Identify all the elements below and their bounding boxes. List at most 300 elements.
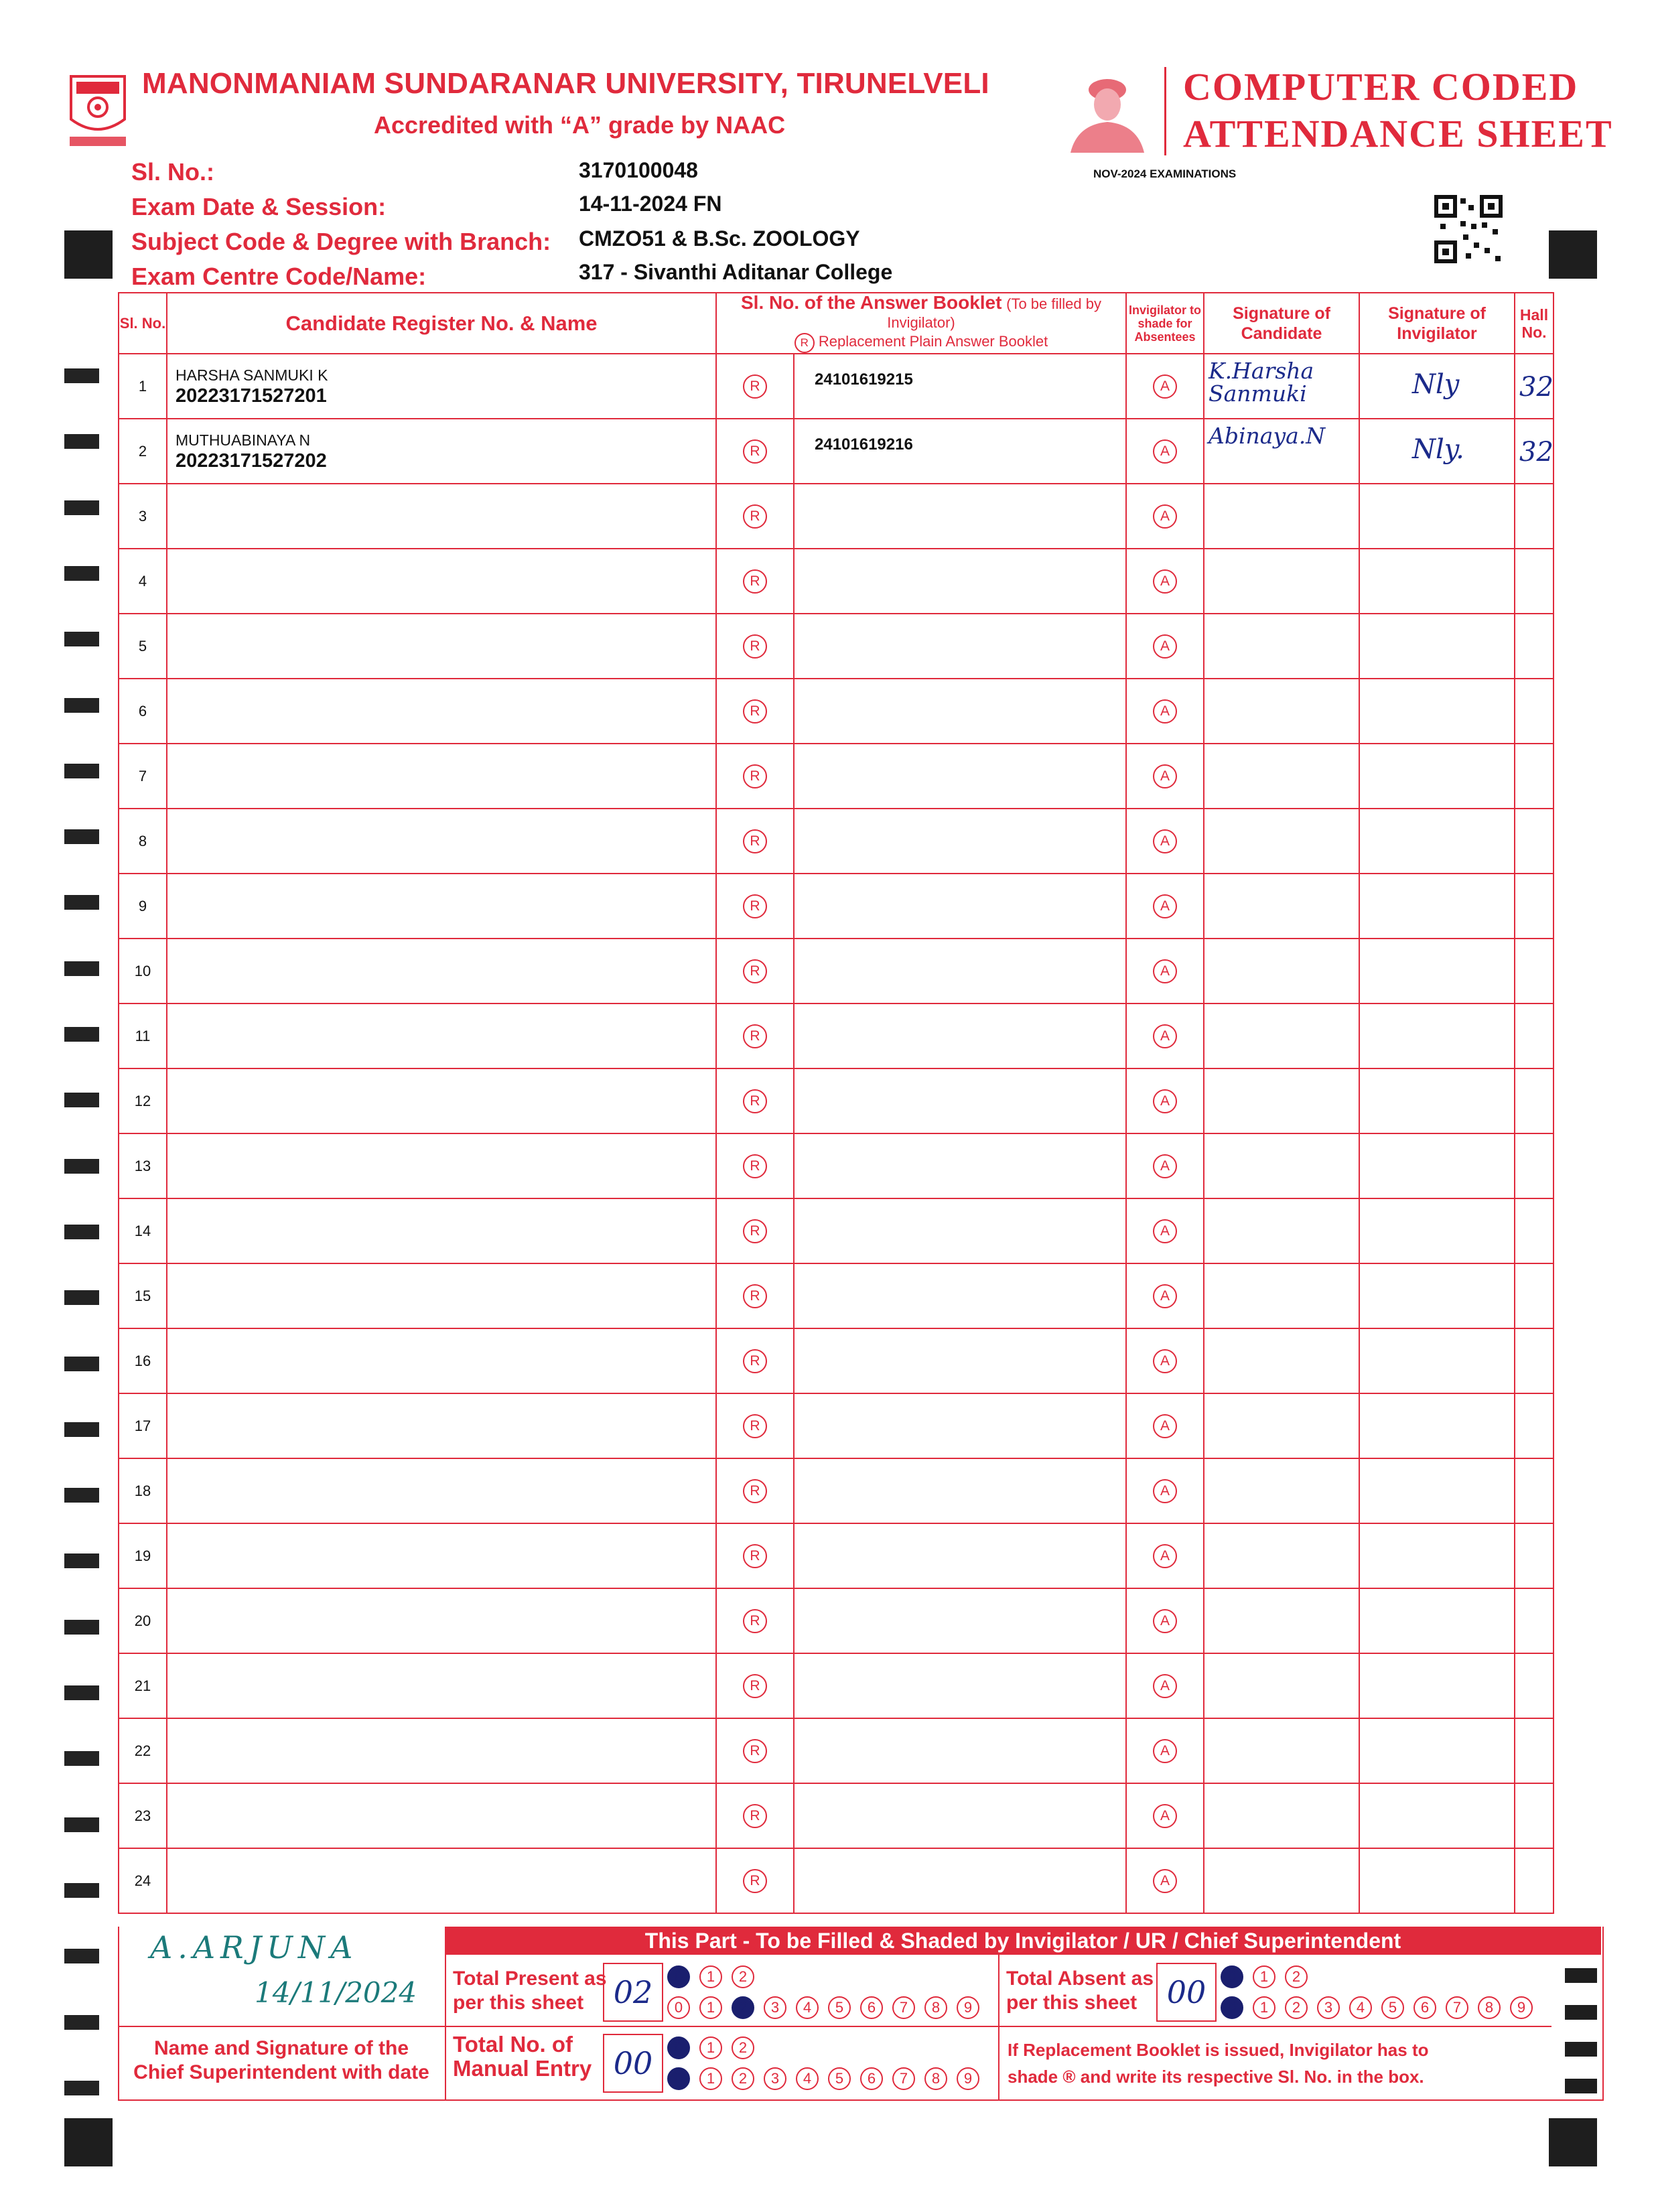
table-row: [119, 1198, 1554, 1263]
digit-bubble[interactable]: 5: [828, 1996, 851, 2019]
candidate-cell: [167, 1653, 716, 1718]
timing-mark: [64, 698, 99, 713]
row-sl-no: 3: [119, 484, 167, 549]
replacement-bubble[interactable]: R: [743, 1024, 767, 1048]
hall-cell: [1515, 1328, 1554, 1393]
row-sl-no: 12: [119, 1068, 167, 1133]
row-sl-no: 2: [119, 419, 167, 484]
col-sig-candidate: Signature of Candidate: [1204, 293, 1359, 354]
absent-cell: [1126, 419, 1204, 484]
replacement-cell: [716, 1523, 794, 1588]
registration-mark: [1549, 2118, 1597, 2166]
invigilator-signature-cell: [1359, 1393, 1515, 1458]
replacement-cell: [716, 809, 794, 874]
hall-cell: [1515, 744, 1554, 809]
candidate-signature-cell: [1204, 744, 1359, 809]
digit-bubble[interactable]: 5: [1381, 1996, 1404, 2019]
table-row: [119, 419, 1554, 484]
invigilator-signature-cell: [1359, 1068, 1515, 1133]
candidate-cell: [167, 874, 716, 939]
replacement-bubble[interactable]: R: [743, 1674, 767, 1698]
table-row: [119, 484, 1554, 549]
candidate-signature-cell: [1204, 1004, 1359, 1068]
absent-bubble[interactable]: A: [1153, 374, 1177, 399]
candidate-cell: [167, 679, 716, 744]
absent-bubble[interactable]: A: [1153, 764, 1177, 788]
replacement-bubble[interactable]: R: [743, 1089, 767, 1113]
candidate-signature-cell: [1204, 1198, 1359, 1263]
replacement-cell: [716, 614, 794, 679]
absent-bubble[interactable]: A: [1153, 1154, 1177, 1178]
absent-bubble[interactable]: A: [1153, 1414, 1177, 1438]
invigilator-signature-cell: [1359, 679, 1515, 744]
absent-bubble[interactable]: A: [1153, 699, 1177, 723]
hall-cell: [1515, 354, 1554, 419]
absent-cell: [1126, 1133, 1204, 1198]
timing-mark: [64, 1159, 99, 1174]
replacement-bubble[interactable]: R: [743, 1609, 767, 1633]
absent-cell: [1126, 1458, 1204, 1523]
digit-bubble[interactable]: 2: [732, 2036, 754, 2059]
digit-bubble[interactable]: 0: [667, 2067, 690, 2090]
row-sl-no: 8: [119, 809, 167, 874]
digit-bubble[interactable]: 8: [1478, 1996, 1501, 2019]
row-sl-no: 11: [119, 1004, 167, 1068]
absent-bubble[interactable]: A: [1153, 1869, 1177, 1893]
table-row: [119, 1718, 1554, 1783]
candidate-signature-cell: [1204, 1588, 1359, 1653]
absent-cell: [1126, 1004, 1204, 1068]
table-row: [119, 1133, 1554, 1198]
digit-bubble[interactable]: 3: [764, 1996, 786, 2019]
candidate-name: MUTHUABINAYA N: [176, 431, 311, 449]
replacement-cell: [716, 1004, 794, 1068]
digit-bubble[interactable]: 0: [667, 1996, 690, 2019]
replacement-bubble[interactable]: R: [743, 959, 767, 983]
candidate-signature: Abinaya.N: [1209, 423, 1326, 449]
row-sl-no: 9: [119, 874, 167, 939]
candidate-signature-cell: [1204, 809, 1359, 874]
university-logo: [66, 72, 130, 151]
absent-bubble[interactable]: A: [1153, 1544, 1177, 1568]
hall-cell: [1515, 939, 1554, 1004]
table-row: [119, 1068, 1554, 1133]
invigilator-signature-cell: [1359, 614, 1515, 679]
replacement-bubble[interactable]: R: [743, 1544, 767, 1568]
absent-cell: [1126, 1263, 1204, 1328]
replacement-cell: [716, 549, 794, 614]
absent-cell: [1126, 679, 1204, 744]
candidate-cell: [167, 1198, 716, 1263]
invigilator-signature-cell: [1359, 419, 1515, 484]
digit-bubble[interactable]: 1: [699, 2067, 722, 2090]
candidate-cell: [167, 614, 716, 679]
register-number: 20223171527201: [176, 385, 327, 407]
invigilator-signature-cell: [1359, 484, 1515, 549]
timing-mark: [64, 1817, 99, 1832]
invigilator-signature-cell: [1359, 1848, 1515, 1913]
row-sl-no: 10: [119, 939, 167, 1004]
replacement-bubble[interactable]: R: [743, 764, 767, 788]
absent-bubble[interactable]: A: [1153, 894, 1177, 918]
chief-sign-date: 14/11/2024: [255, 1976, 417, 2009]
sheet-title: ATTENDANCE SHEET: [1183, 112, 1613, 155]
replacement-bubble[interactable]: R: [743, 1804, 767, 1828]
digit-bubble[interactable]: 7: [1446, 1996, 1468, 2019]
booklet-cell: [794, 939, 1126, 1004]
replacement-bubble[interactable]: R: [743, 1219, 767, 1243]
timing-mark: [64, 764, 99, 778]
booklet-cell: [794, 1523, 1126, 1588]
replacement-bubble[interactable]: R: [743, 1349, 767, 1373]
row-sl-no: 4: [119, 549, 167, 614]
absent-bubble[interactable]: A: [1153, 634, 1177, 659]
exam-date-value: 14-11-2024 FN: [579, 192, 722, 216]
manual-label: Total No. of Manual Entry: [453, 2032, 592, 2081]
candidate-signature-cell: [1204, 1068, 1359, 1133]
digit-bubble[interactable]: 0: [1221, 1996, 1243, 2019]
invigilator-signature-cell: [1359, 1263, 1515, 1328]
table-row: [119, 1653, 1554, 1718]
invigilator-signature-cell: [1359, 1458, 1515, 1523]
replacement-cell: [716, 1393, 794, 1458]
replacement-bubble[interactable]: R: [743, 504, 767, 529]
candidate-cell: [167, 1133, 716, 1198]
replacement-cell: [716, 1458, 794, 1523]
row-sl-no: 15: [119, 1263, 167, 1328]
hall-number: 32: [1519, 437, 1554, 468]
timing-mark: [64, 1027, 99, 1042]
col-booklet-title: Sl. No. of the Answer Booklet: [741, 292, 1002, 313]
university-name: MANONMANIAM SUNDARANAR UNIVERSITY, TIRUNELVELI: [142, 67, 989, 100]
digit-bubble[interactable]: 8: [924, 1996, 947, 2019]
candidate-cell: [167, 1328, 716, 1393]
digit-bubble[interactable]: 4: [1349, 1996, 1372, 2019]
digit-bubble[interactable]: 2: [1285, 1965, 1308, 1988]
accreditation: Accredited with “A” grade by NAAC: [374, 111, 786, 139]
replacement-bubble[interactable]: R: [743, 829, 767, 853]
candidate-signature-cell: [1204, 1458, 1359, 1523]
replacement-cell: [716, 1263, 794, 1328]
timing-mark: [64, 632, 99, 646]
candidate-signature-cell: [1204, 1653, 1359, 1718]
booklet-cell: [794, 1848, 1126, 1913]
booklet-cell: [794, 1393, 1126, 1458]
digit-bubble[interactable]: 1: [699, 1965, 722, 1988]
invigilator-signature-cell: [1359, 939, 1515, 1004]
chief-label: Name and Signature of the Chief Superintendent with date: [133, 2037, 429, 2083]
invigilator-signature-cell: [1359, 1783, 1515, 1848]
absent-bubble[interactable]: A: [1153, 569, 1177, 594]
replacement-symbol: R: [795, 333, 815, 353]
booklet-cell: [794, 679, 1126, 744]
table-row: [119, 809, 1554, 874]
replacement-bubble[interactable]: R: [743, 699, 767, 723]
replacement-bubble[interactable]: R: [743, 569, 767, 594]
absent-bubble[interactable]: A: [1153, 439, 1177, 464]
table-row: [119, 1523, 1554, 1588]
col-booklet-note: (To be filled by Invigilator): [887, 295, 1101, 331]
timing-mark: [64, 1488, 99, 1503]
hall-number: 32: [1519, 372, 1554, 403]
invigilator-signature-cell: [1359, 354, 1515, 419]
digit-bubble[interactable]: 1: [699, 1996, 722, 2019]
candidate-cell: [167, 484, 716, 549]
candidate-signature-cell: [1204, 1328, 1359, 1393]
booklet-cell: [794, 1588, 1126, 1653]
timing-mark: [64, 1883, 99, 1898]
row-sl-no: 24: [119, 1848, 167, 1913]
replacement-bubble[interactable]: R: [743, 1154, 767, 1178]
candidate-signature-cell: [1204, 614, 1359, 679]
absent-bubble[interactable]: A: [1153, 1219, 1177, 1243]
replacement-bubble[interactable]: R: [743, 1869, 767, 1893]
invigilator-signature-cell: [1359, 1523, 1515, 1588]
row-sl-no: 6: [119, 679, 167, 744]
digit-bubble[interactable]: 1: [1253, 1965, 1275, 1988]
digit-bubble[interactable]: 4: [796, 1996, 819, 2019]
invigilator-signature-cell: [1359, 549, 1515, 614]
exam-session-tag: NOV-2024 EXAMINATIONS: [1093, 167, 1237, 180]
timing-mark: [64, 961, 99, 976]
register-number: 20223171527202: [176, 450, 327, 472]
absent-cell: [1126, 484, 1204, 549]
hall-cell: [1515, 1004, 1554, 1068]
invigilator-signature-cell: [1359, 1133, 1515, 1198]
digit-bubble[interactable]: 2: [732, 2067, 754, 2090]
replacement-bubble[interactable]: R: [743, 1479, 767, 1503]
absent-bubble[interactable]: A: [1153, 1089, 1177, 1113]
candidate-cell: [167, 1783, 716, 1848]
timing-mark: [64, 566, 99, 581]
hall-cell: [1515, 614, 1554, 679]
candidate-signature-cell: [1204, 939, 1359, 1004]
absent-bubble[interactable]: A: [1153, 1284, 1177, 1308]
hall-cell: [1515, 1458, 1554, 1523]
absent-cell: [1126, 1523, 1204, 1588]
replacement-bubble[interactable]: R: [743, 894, 767, 918]
digit-bubble[interactable]: 6: [860, 1996, 883, 2019]
replacement-cell: [716, 354, 794, 419]
absent-bubble[interactable]: A: [1153, 1349, 1177, 1373]
absent-value-box[interactable]: 00: [1156, 1963, 1217, 2022]
table-row: [119, 939, 1554, 1004]
hall-cell: [1515, 549, 1554, 614]
digit-bubble[interactable]: 9: [957, 1996, 979, 2019]
registration-mark: [64, 2118, 113, 2166]
present-value-box[interactable]: 02: [603, 1963, 663, 2022]
replacement-cell: [716, 419, 794, 484]
hall-cell: [1515, 1523, 1554, 1588]
sheet-title: COMPUTER CODED: [1183, 65, 1579, 109]
candidate-cell: [167, 744, 716, 809]
digit-bubble[interactable]: 4: [796, 2067, 819, 2090]
digit-bubble[interactable]: 7: [892, 2067, 915, 2090]
candidate-cell: [167, 1523, 716, 1588]
candidate-cell: [167, 1263, 716, 1328]
candidate-signature-cell: [1204, 549, 1359, 614]
replacement-note: If Replacement Booklet is issued, Invigilator has to shade ® and write its respective Sl. No. in the box.: [1008, 2040, 1429, 2087]
manual-value-box[interactable]: 00: [603, 2034, 663, 2093]
digit-bubble[interactable]: 5: [828, 2067, 851, 2090]
hall-cell: [1515, 1133, 1554, 1198]
absent-bubble[interactable]: A: [1153, 1479, 1177, 1503]
booklet-cell: [794, 354, 1126, 419]
booklet-number: 24101619216: [815, 435, 913, 454]
hall-cell: [1515, 1263, 1554, 1328]
sl-no-label: Sl. No.:: [131, 158, 214, 186]
replacement-bubble[interactable]: R: [743, 374, 767, 399]
table-row: [119, 874, 1554, 939]
table-row: [119, 1004, 1554, 1068]
absent-cell: [1126, 1718, 1204, 1783]
absent-bubble[interactable]: A: [1153, 1024, 1177, 1048]
timing-mark: [64, 1422, 99, 1437]
present-label: Total Present as per this sheet: [453, 1967, 607, 2014]
candidate-signature-cell: [1204, 419, 1359, 484]
absent-bubble[interactable]: A: [1153, 504, 1177, 529]
table-header: [119, 293, 1554, 354]
col-replacement: Replacement Plain Answer Booklet: [818, 333, 1048, 350]
hall-cell: [1515, 484, 1554, 549]
col-hall: Hall No.: [1515, 293, 1554, 354]
digit-bubble[interactable]: 1: [1253, 1996, 1275, 2019]
digit-bubble[interactable]: 1: [699, 2036, 722, 2059]
digit-bubble[interactable]: 3: [1317, 1996, 1340, 2019]
timing-mark: [64, 1357, 99, 1371]
booklet-cell: [794, 1263, 1126, 1328]
digit-bubble[interactable]: 6: [860, 2067, 883, 2090]
timing-mark: [64, 1751, 99, 1766]
candidate-cell: [167, 354, 716, 419]
row-sl-no: 1: [119, 354, 167, 419]
hall-cell: [1515, 1783, 1554, 1848]
replacement-cell: [716, 484, 794, 549]
absent-cell: [1126, 1068, 1204, 1133]
digit-bubble[interactable]: 9: [957, 2067, 979, 2090]
registration-mark: [1549, 230, 1597, 279]
digit-bubble[interactable]: 0: [667, 2036, 690, 2059]
digit-bubble[interactable]: 8: [924, 2067, 947, 2090]
digit-bubble[interactable]: 7: [892, 1996, 915, 2019]
hall-cell: [1515, 1848, 1554, 1913]
replacement-bubble[interactable]: R: [743, 439, 767, 464]
replacement-bubble[interactable]: R: [743, 1739, 767, 1763]
row-sl-no: 18: [119, 1458, 167, 1523]
table-row: [119, 614, 1554, 679]
absent-bubble[interactable]: A: [1153, 1739, 1177, 1763]
timing-mark: [64, 434, 99, 449]
row-sl-no: 16: [119, 1328, 167, 1393]
founder-portrait: [1064, 66, 1151, 153]
timing-mark: [64, 1620, 99, 1635]
table-row: [119, 1458, 1554, 1523]
digit-bubble[interactable]: 2: [732, 1965, 754, 1988]
absent-bubble[interactable]: A: [1153, 829, 1177, 853]
candidate-signature-cell: [1204, 1393, 1359, 1458]
absent-bubble[interactable]: A: [1153, 1804, 1177, 1828]
digit-bubble[interactable]: 0: [1221, 1965, 1243, 1988]
candidate-signature-cell: [1204, 484, 1359, 549]
digit-bubble[interactable]: 3: [764, 2067, 786, 2090]
attendance-table: [118, 292, 1554, 1914]
row-sl-no: 17: [119, 1393, 167, 1458]
replacement-cell: [716, 1848, 794, 1913]
hall-cell: [1515, 419, 1554, 484]
row-sl-no: 13: [119, 1133, 167, 1198]
replacement-bubble[interactable]: R: [743, 1414, 767, 1438]
header-divider: [1164, 67, 1166, 155]
candidate-cell: [167, 1588, 716, 1653]
exam-date-label: Exam Date & Session:: [131, 193, 387, 220]
absent-bubble[interactable]: A: [1153, 1674, 1177, 1698]
invigilator-signature: Nly: [1412, 369, 1460, 400]
candidate-cell: [167, 939, 716, 1004]
replacement-bubble[interactable]: R: [743, 634, 767, 659]
timing-mark: [64, 1225, 99, 1239]
absent-cell: [1126, 1393, 1204, 1458]
row-sl-no: 23: [119, 1783, 167, 1848]
digit-bubble[interactable]: 9: [1510, 1996, 1533, 2019]
row-sl-no: 21: [119, 1653, 167, 1718]
candidate-cell: [167, 1393, 716, 1458]
hall-cell: [1515, 874, 1554, 939]
invigilator-signature-cell: [1359, 874, 1515, 939]
replacement-bubble[interactable]: R: [743, 1284, 767, 1308]
booklet-cell: [794, 809, 1126, 874]
replacement-cell: [716, 744, 794, 809]
booklet-cell: [794, 1068, 1126, 1133]
candidate-signature: K.Harsha Sanmuki: [1209, 358, 1314, 407]
invigilator-signature-cell: [1359, 1328, 1515, 1393]
booklet-cell: [794, 1328, 1126, 1393]
absent-bubble[interactable]: A: [1153, 1609, 1177, 1633]
booklet-cell: [794, 874, 1126, 939]
table-row: [119, 354, 1554, 419]
registration-mark: [64, 230, 113, 279]
absent-cell: [1126, 874, 1204, 939]
candidate-cell: [167, 1004, 716, 1068]
absent-cell: [1126, 939, 1204, 1004]
replacement-cell: [716, 679, 794, 744]
invigilator-signature-cell: [1359, 1198, 1515, 1263]
absent-cell: [1126, 1848, 1204, 1913]
footer-divider: [998, 2026, 1551, 2027]
replacement-cell: [716, 1133, 794, 1198]
replacement-cell: [716, 1783, 794, 1848]
replacement-cell: [716, 1718, 794, 1783]
timing-mark: [64, 1553, 99, 1568]
hall-cell: [1515, 1653, 1554, 1718]
candidate-signature-cell: [1204, 1133, 1359, 1198]
chief-signature: A.ARJUNA: [150, 1929, 358, 1965]
invigilator-signature-cell: [1359, 809, 1515, 874]
hall-cell: [1515, 1588, 1554, 1653]
table-row: [119, 1588, 1554, 1653]
absent-cell: [1126, 744, 1204, 809]
digit-bubble[interactable]: 0: [667, 1965, 690, 1988]
digit-bubble[interactable]: 2: [732, 1996, 754, 2019]
candidate-cell: [167, 1848, 716, 1913]
absent-cell: [1126, 1198, 1204, 1263]
absent-bubble[interactable]: A: [1153, 959, 1177, 983]
digit-bubble[interactable]: 2: [1285, 1996, 1308, 2019]
table-row: [119, 1393, 1554, 1458]
hall-cell: [1515, 1393, 1554, 1458]
digit-bubble[interactable]: 6: [1413, 1996, 1436, 2019]
booklet-cell: [794, 614, 1126, 679]
replacement-cell: [716, 1653, 794, 1718]
